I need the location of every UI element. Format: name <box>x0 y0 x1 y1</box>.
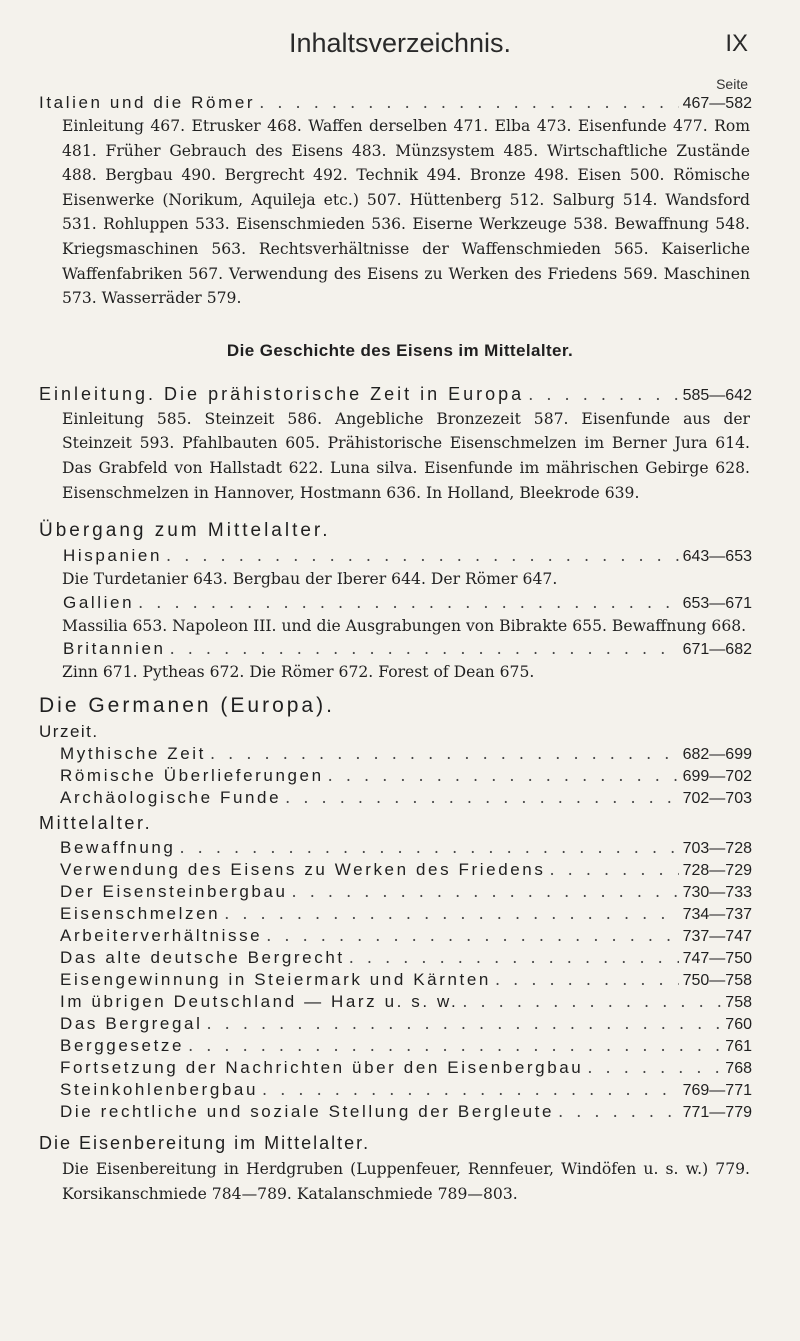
entry-title: Die Germanen (Europa). <box>39 693 335 717</box>
leader-dots <box>587 1057 721 1079</box>
toc-heading-uebergang <box>0 517 800 545</box>
entry-pages: 750—758 <box>682 971 752 989</box>
entry-title: Gallien <box>63 592 135 612</box>
entry-title: Archäologische Funde <box>60 787 282 807</box>
entry-title: Die Eisenbereitung im Mittelalter. <box>39 1132 371 1153</box>
page-number: IX <box>725 30 748 57</box>
entry-pages: 734—737 <box>682 905 752 923</box>
toc-entry-gallien <box>0 592 800 614</box>
leader-dots <box>179 837 678 859</box>
leader-dots <box>495 969 679 991</box>
leader-dots <box>328 765 679 787</box>
entry-pages: 585—642 <box>682 386 752 404</box>
leader-dots <box>462 991 721 1013</box>
toc-entry <box>0 765 800 787</box>
entry-title: Das Bergregal <box>60 1013 203 1033</box>
entry-pages: 699—702 <box>682 767 752 785</box>
leader-dots <box>224 903 678 925</box>
entry-pages: 760 <box>725 1015 752 1033</box>
entry-description: Massilia 653. Napoleon III. und die Ausgrabungen von Bibrakte 655. Bewaffnung 668. <box>62 616 747 635</box>
leader-dots <box>285 787 678 809</box>
leader-dots <box>262 1079 679 1101</box>
toc-entry <box>0 969 800 991</box>
toc-entry <box>0 1013 800 1035</box>
entry-pages: 747—750 <box>682 949 752 967</box>
entry-title: Bewaffnung <box>60 837 176 857</box>
entry-description: Einleitung 467. Etrusker 468. Waffen derselben 471. Elba 473. Eisenfunde 477. Rom 481. Früher Gebrauch des Eisens 483. Münzsystem 485. Wirtschaftliche Zustände 488. Bergbau 490. Bergrecht 492. Technik 494. Bronze 498. Eisen 500. Römische Eisenwerke (Norikum, Aquileja etc.) 507. Hüttenberg 512. Salburg 514. Wandsford 531. Rohluppen 533. Eisenschmieden 536. Eiserne Werkzeuge 538. Bewaffnung 548. Kriegsmaschinen 563. Rechtsverhältnisse der Waffenschmieden 565. Kaiserliche Waffenfabriken 567. Verwendung des Eisens zu Werken des Friedens 569. Maschinen 573. Wasserräder 579. <box>62 117 750 308</box>
toc-entry <box>0 1057 800 1079</box>
entry-pages: 702—703 <box>682 789 752 807</box>
leader-dots <box>259 92 678 114</box>
toc-entry-britannien <box>0 638 800 660</box>
section-heading: Die Geschichte des Eisens im Mittelalter. <box>226 340 574 360</box>
toc-heading-germanen <box>0 691 800 721</box>
leader-dots <box>206 1013 721 1035</box>
leader-dots <box>188 1035 721 1057</box>
entry-title: Urzeit. <box>39 721 99 741</box>
leader-dots <box>166 545 679 567</box>
urzeit-list <box>0 743 800 809</box>
entry-pages: 728—729 <box>682 861 752 879</box>
entry-description: Die Turdetanier 643. Bergbau der Iberer 644. Der Römer 647. <box>62 570 558 589</box>
toc-entry-hispanien <box>0 545 800 567</box>
toc-entry <box>0 903 800 925</box>
entry-pages: 768 <box>725 1059 752 1077</box>
toc-entry <box>0 743 800 765</box>
page-header <box>0 28 800 68</box>
entry-title: Die rechtliche und soziale Stellung der Bergleute <box>60 1101 555 1121</box>
entry-pages: 467—582 <box>682 95 752 112</box>
toc-entry <box>0 925 800 947</box>
entry-title: Mythische Zeit <box>60 743 206 763</box>
leader-dots <box>549 859 678 881</box>
toc-heading-mittelalter <box>0 809 800 837</box>
entry-pages: 671—682 <box>682 641 752 659</box>
entry-title: Verwendung des Eisens zu Werken des Friedens <box>60 859 546 879</box>
toc-entry-einleitung <box>0 381 800 407</box>
toc-entry <box>0 1101 800 1123</box>
entry-pages: 737—747 <box>682 927 752 945</box>
toc-entry-italien <box>0 92 800 114</box>
toc-heading-urzeit <box>0 721 800 743</box>
entry-title: Arbeiterverhältnisse <box>60 925 263 945</box>
toc-entry <box>0 1079 800 1101</box>
entry-title: Eisenschmelzen <box>60 903 221 923</box>
toc-entry <box>0 881 800 903</box>
entry-title: Fortsetzung der Nachrichten über den Eisenbergbau <box>60 1057 584 1077</box>
toc-entry <box>0 859 800 881</box>
entry-title: Hispanien <box>63 546 163 566</box>
entry-title: Einleitung. Die prähistorische Zeit in Europa <box>39 383 525 404</box>
entry-pages: 682—699 <box>682 745 752 763</box>
entry-pages: 769—771 <box>682 1081 752 1099</box>
leader-dots <box>292 881 679 903</box>
entry-pages: 643—653 <box>682 548 752 566</box>
toc-entry <box>0 947 800 969</box>
entry-title: Eisengewinnung in Steiermark und Kärnten <box>60 969 491 989</box>
toc-entry <box>0 787 800 809</box>
seite-label: Seite <box>716 76 748 92</box>
entry-pages: 653—671 <box>682 594 752 612</box>
toc-entry <box>0 991 800 1013</box>
leader-dots <box>528 382 678 408</box>
entry-pages: 771—779 <box>682 1103 752 1121</box>
entry-title: Der Eisensteinbergbau <box>60 881 288 901</box>
entry-title: Im übrigen Deutschland — Harz u. s. w. <box>60 991 459 1011</box>
entry-title: Übergang zum Mittelalter. <box>39 520 331 542</box>
entry-description: Einleitung 585. Steinzeit 586. Angebliche Bronzezeit 587. Eisenfunde aus der Steinzeit 593. Pfahlbauten 605. Prähistorische Eisenschmelzen im Berner Jura 614. Das Grabfeld von Hallstadt 622. Luna silva. Eisenfunde im mährischen Gebirge 628. Eisenschmelzen in Hannover, Hostmann 636. In Holland, Bleekrode 639. <box>62 409 750 502</box>
toc-heading-eisenbereitung <box>0 1129 800 1157</box>
mittelalter-list <box>0 837 800 1123</box>
leader-dots <box>138 592 678 614</box>
entry-title: Römische Überlieferungen <box>60 765 324 785</box>
toc-entry <box>0 1035 800 1057</box>
entry-description: Zinn 671. Pytheas 672. Die Römer 672. Forest of Dean 675. <box>62 663 535 682</box>
entry-title: Steinkohlenbergbau <box>60 1079 259 1099</box>
entry-title: Das alte deutsche Bergrecht <box>60 947 345 967</box>
entry-pages: 758 <box>725 993 752 1011</box>
leader-dots <box>266 925 678 947</box>
leader-dots <box>558 1101 679 1123</box>
entry-title: Britannien <box>63 639 166 659</box>
leader-dots <box>210 743 679 765</box>
leader-dots <box>170 638 679 660</box>
entry-pages: 730—733 <box>682 883 752 901</box>
leader-dots <box>349 947 679 969</box>
toc-content <box>0 92 800 1206</box>
entry-description: Die Eisenbereitung in Herdgruben (Luppenfeuer, Rennfeuer, Windöfen u. s. w.) 779. Korsikanschmiede 784—789. Katalanschmiede 789—803. <box>62 1159 750 1203</box>
entry-pages: 761 <box>725 1037 752 1055</box>
toc-entry <box>0 837 800 859</box>
entry-pages: 703—728 <box>682 839 752 857</box>
running-title: Inhaltsverzeichnis. <box>288 28 512 58</box>
entry-title: Berggesetze <box>60 1035 185 1055</box>
entry-title: Italien und die Römer <box>39 93 256 112</box>
entry-title: Mittelalter. <box>39 812 153 833</box>
